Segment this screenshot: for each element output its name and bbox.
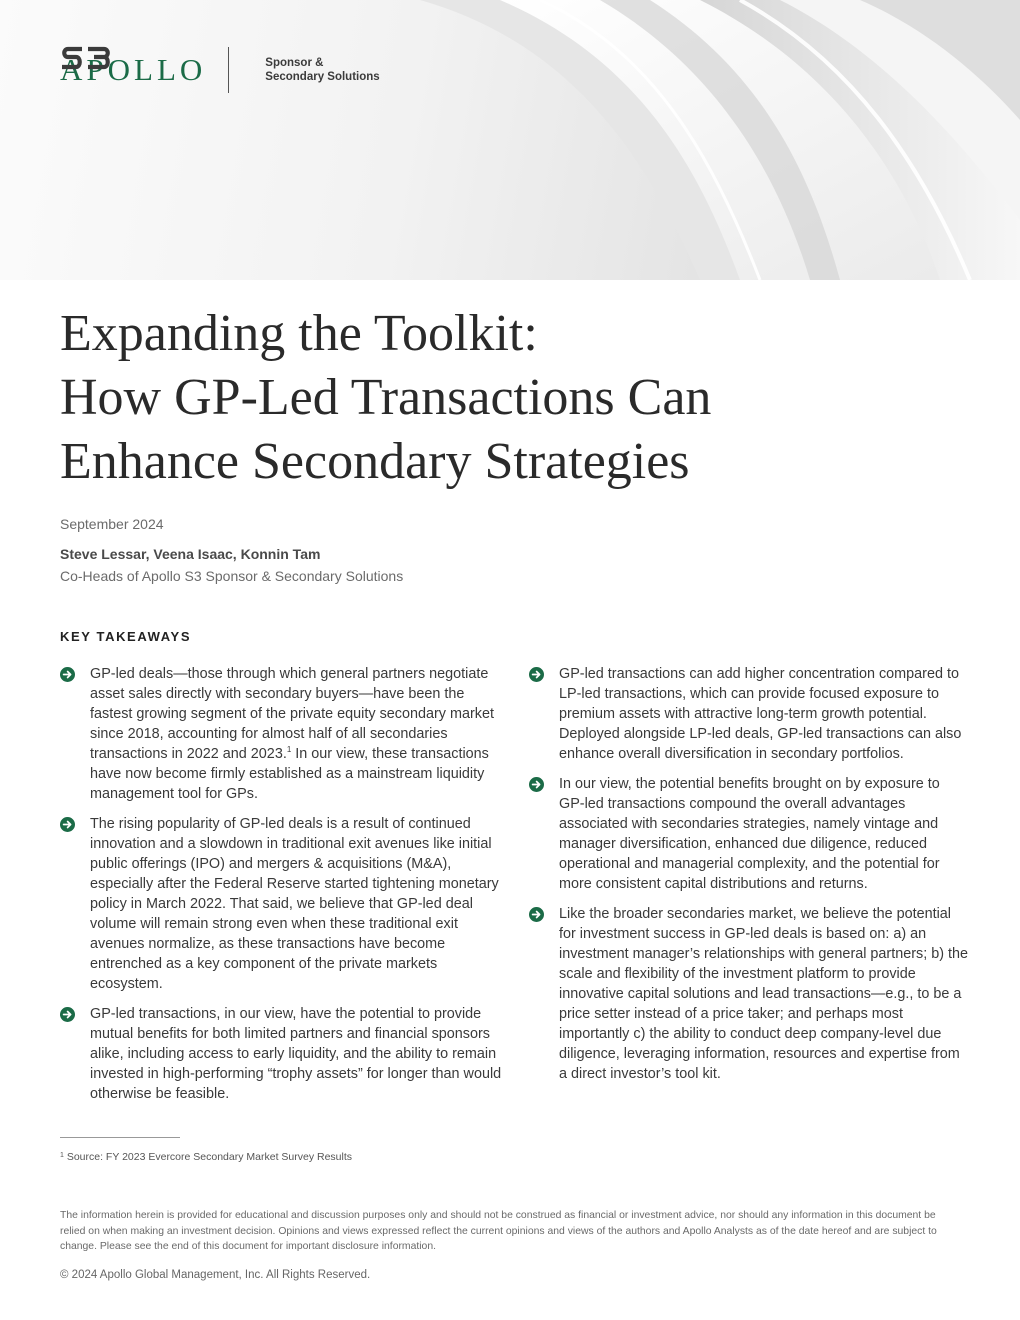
arrow-circle-icon — [529, 667, 544, 682]
s3-wordmark — [265, 56, 379, 84]
takeaways-right-column — [529, 664, 969, 1094]
s3-wordmark-line2: Secondary Solutions — [265, 71, 380, 83]
takeaways-left-column — [60, 664, 510, 1114]
arrow-circle-icon — [60, 667, 75, 682]
title-line-2: How GP-Led Transactions Can — [60, 369, 712, 426]
takeaway-item — [529, 774, 969, 894]
footnote-divider — [60, 1137, 180, 1138]
abstract-curves-graphic — [0, 0, 1020, 280]
takeaway-item — [529, 664, 969, 764]
apollo-logo: APOLLO — [60, 52, 207, 87]
takeaway-text: GP-led transactions, in our view, have the potential to provide mutual benefits for both limited partners and financial sponsors alike, including access to early liquidity, and the ability to remain invested in high-performing “trophy assets” for longer than would otherwise be feasible. — [90, 1006, 502, 1102]
authors: Steve Lessar, Veena Isaac, Konnin Tam — [60, 546, 321, 562]
s3-logo — [251, 56, 379, 84]
footnote-ref: 1 — [286, 745, 292, 754]
disclaimer: The information herein is provided for educational and discussion purposes only and should not be construed as financial or investment advice, nor should any information in this document be relied on when making an investment decision. Opinions and views expressed reflect the current opinions and views of the authors and Apollo Analysts as of the date hereof and are subject to change. Please see the end of this document for important disclosure information. — [60, 1210, 937, 1252]
title-line-3: Enhance Secondary Strategies — [60, 433, 690, 490]
key-takeaways-heading: KEY TAKEAWAYS — [60, 629, 192, 644]
takeaway-text: In our view, the potential benefits brought on by exposure to GP-led transactions compound the overall advantages associated with secondaries strategies, namely vintage and manager diversification, enhanced due diligence, reduced operational and managerial complexity, and the potential for more consistent capital distributions and returns. — [559, 776, 940, 892]
publication-date: September 2024 — [60, 516, 164, 532]
takeaway-text: GP-led transactions can add higher concentration compared to LP-led transactions, which can provide focused exposure to premium assets with attractive long-term growth potential. Deployed alongside LP-led deals, GP-led transactions can also enhance overall diversification in secondary portfolios. — [559, 666, 962, 762]
takeaway-item — [60, 1004, 510, 1104]
takeaway-text: The rising popularity of GP-led deals is a result of continued innovation and a slowdown in traditional exit avenues like initial public offerings (IPO) and mergers & acquisitions (M&A), especially after the Federal Reserve started tightening monetary policy in March 2022. That said, we believe that GP-led deal volume will remain strong even when these traditional exit avenues normalize, as these transactions have become entrenched as a key component of the private markets ecosystem. — [90, 816, 499, 992]
copyright: © 2024 Apollo Global Management, Inc. All Rights Reserved. — [60, 1269, 371, 1281]
takeaway-text: Like the broader secondaries market, we believe the potential for investment success in GP-led deals is based on: a) an investment manager’s relationships with general partners; b) the scale and flexibility of the investment platform to provide innovative capital solutions and lead transactions—e.g., to be a price setter instead of a price taker; and perhaps most importantly c) the ability to conduct deep company-level due diligence, leveraging information, resources and expertise from a direct investor’s tool kit. — [559, 906, 969, 1082]
brand-lockup — [60, 46, 380, 94]
arrow-circle-icon — [529, 907, 544, 922]
footnote-number: 1 — [60, 1152, 64, 1159]
arrow-circle-icon — [60, 817, 75, 832]
title-line-1: Expanding the Toolkit: — [60, 305, 538, 362]
footnote — [60, 1151, 352, 1163]
takeaway-item — [60, 664, 510, 804]
s3-wordmark-line1: Sponsor & — [265, 57, 324, 69]
arrow-circle-icon — [529, 777, 544, 792]
arrow-circle-icon — [60, 1007, 75, 1022]
takeaway-item — [60, 814, 510, 994]
author-roles: Co-Heads of Apollo S3 Sponsor & Secondary Solutions — [60, 568, 404, 584]
logo-divider — [228, 47, 229, 93]
hero-banner — [0, 0, 1020, 280]
takeaway-text: GP-led deals—those through which general partners negotiate asset sales directly with secondary buyers—have been the fastest growing segment of the private equity secondary market since 2018, accounting for almost half of all secondaries transactions in 2022 and 2023.$^1$ In our view, these transactions have now become firmly established as a mainstream liquidity management tool for GPs. — [90, 666, 494, 802]
s3-logo-icon — [60, 46, 112, 72]
document-title — [60, 302, 960, 494]
takeaway-item — [529, 904, 969, 1084]
footnote-text: Source: FY 2023 Evercore Secondary Market Survey Results — [63, 1151, 353, 1163]
